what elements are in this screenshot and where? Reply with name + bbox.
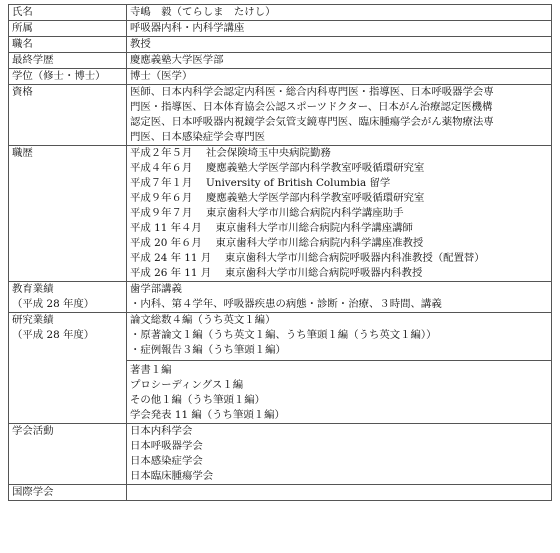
research-line: 学会発表 11 編（うち筆頭１編）	[130, 409, 285, 421]
society-line: 日本内科学会	[130, 425, 193, 437]
row-title	[9, 37, 552, 53]
label-intl: 国際学会	[9, 485, 127, 501]
label-title: 職名	[9, 37, 127, 53]
society-line: 日本感染症学会	[130, 455, 203, 467]
research-line: その他１編（うち筆頭１編）	[130, 394, 266, 406]
value-societies	[127, 424, 552, 485]
label-education: 最終学歴	[9, 53, 127, 69]
label-teaching: 教育業績	[12, 283, 54, 295]
label-degree: 学位（修士・博士）	[9, 69, 127, 85]
value-qualifications	[127, 85, 552, 146]
career-line: 平成２年５月 社会保険埼玉中央病院勤務	[130, 147, 331, 159]
row-name	[9, 5, 552, 21]
row-intl	[9, 485, 552, 501]
row-research	[9, 313, 552, 424]
value-affiliation: 呼吸器内科・内科学講座	[127, 21, 552, 37]
career-line: 平成 26 年 11 月 東京歯科大学市川総合病院呼吸器内科教授	[130, 267, 423, 279]
value-intl	[127, 485, 552, 501]
row-education	[9, 53, 552, 69]
career-line: 平成４年６月 慶應義塾大学医学部内科学教室呼吸循環研究室	[130, 162, 425, 174]
society-line: 日本呼吸器学会	[130, 440, 203, 452]
career-line: 平成 24 年 11 月 東京歯科大学市川総合病院呼吸器内科准教授（配置替）	[130, 252, 485, 264]
research-line: 論文総数４編（うち英文１編）	[130, 314, 276, 326]
label-research-cell	[9, 313, 127, 424]
cv-table	[8, 4, 552, 501]
label-teaching-year: （平成 28 年度）	[12, 298, 95, 310]
label-career: 職歴	[9, 146, 127, 282]
row-qualifications	[9, 85, 552, 146]
cv-sheet	[8, 4, 549, 501]
career-line: 平成９年７月 東京歯科大学市川総合病院内科学講座助手	[130, 207, 404, 219]
qualification-line: 門医・指導医、日本体育協会公認スポーツドクター、日本がん治療認定医機構	[130, 101, 493, 113]
row-societies	[9, 424, 552, 485]
label-affiliation: 所属	[9, 21, 127, 37]
research-line: ・症例報告３編（うち筆頭１編）	[130, 344, 286, 356]
row-teaching	[9, 282, 552, 313]
teaching-line: ・内科、第４学年、呼吸器疾患の病態・診断・治療、３時間、講義	[130, 298, 442, 310]
research-line: 著書１編	[130, 364, 172, 376]
label-qualifications: 資格	[9, 85, 127, 146]
career-line: 平成７年１月 University of British Columbia 留学	[130, 177, 391, 189]
row-affiliation	[9, 21, 552, 37]
value-career	[127, 146, 552, 282]
value-degree: 博士（医学）	[127, 69, 552, 85]
teaching-line: 歯学部講義	[130, 283, 182, 295]
label-research: 研究業績	[12, 314, 54, 326]
label-research-year: （平成 28 年度）	[12, 329, 95, 341]
label-name: 氏名	[9, 5, 127, 21]
row-degree	[9, 69, 552, 85]
research-line: プロシーディングス１編	[130, 379, 244, 391]
research-line: ・原著論文１編（うち英文１編、うち筆頭１編（うち英文１編））	[130, 329, 437, 341]
research-divider	[127, 360, 551, 423]
career-line: 平成 11 年４月 東京歯科大学市川総合病院内科学講座講師	[130, 222, 413, 234]
value-teaching	[127, 282, 552, 313]
row-career	[9, 146, 552, 282]
society-line: 日本臨床腫瘍学会	[130, 470, 214, 482]
career-line: 平成 20 年６月 東京歯科大学市川総合病院内科学講座准教授	[130, 237, 424, 249]
label-societies: 学会活動	[9, 424, 127, 485]
qualification-line: 門医、日本感染症学会専門医	[130, 131, 266, 143]
qualification-line: 医師、日本内科学会認定内科医・総合内科専門医・指導医、日本呼吸器学会専	[130, 86, 494, 98]
value-education: 慶應義塾大学医学部	[127, 53, 552, 69]
value-name: 寺嶋 毅（てらしま たけし）	[127, 5, 552, 21]
value-research	[127, 313, 552, 424]
value-title: 教授	[127, 37, 552, 53]
career-line: 平成９年６月 慶應義塾大学医学部内科学教室呼吸循環研究室	[130, 192, 425, 204]
qualification-line: 認定医、日本呼吸器内視鏡学会気管支鏡専門医、臨床腫瘍学会がん薬物療法専	[130, 116, 494, 128]
label-teaching-cell	[9, 282, 127, 313]
